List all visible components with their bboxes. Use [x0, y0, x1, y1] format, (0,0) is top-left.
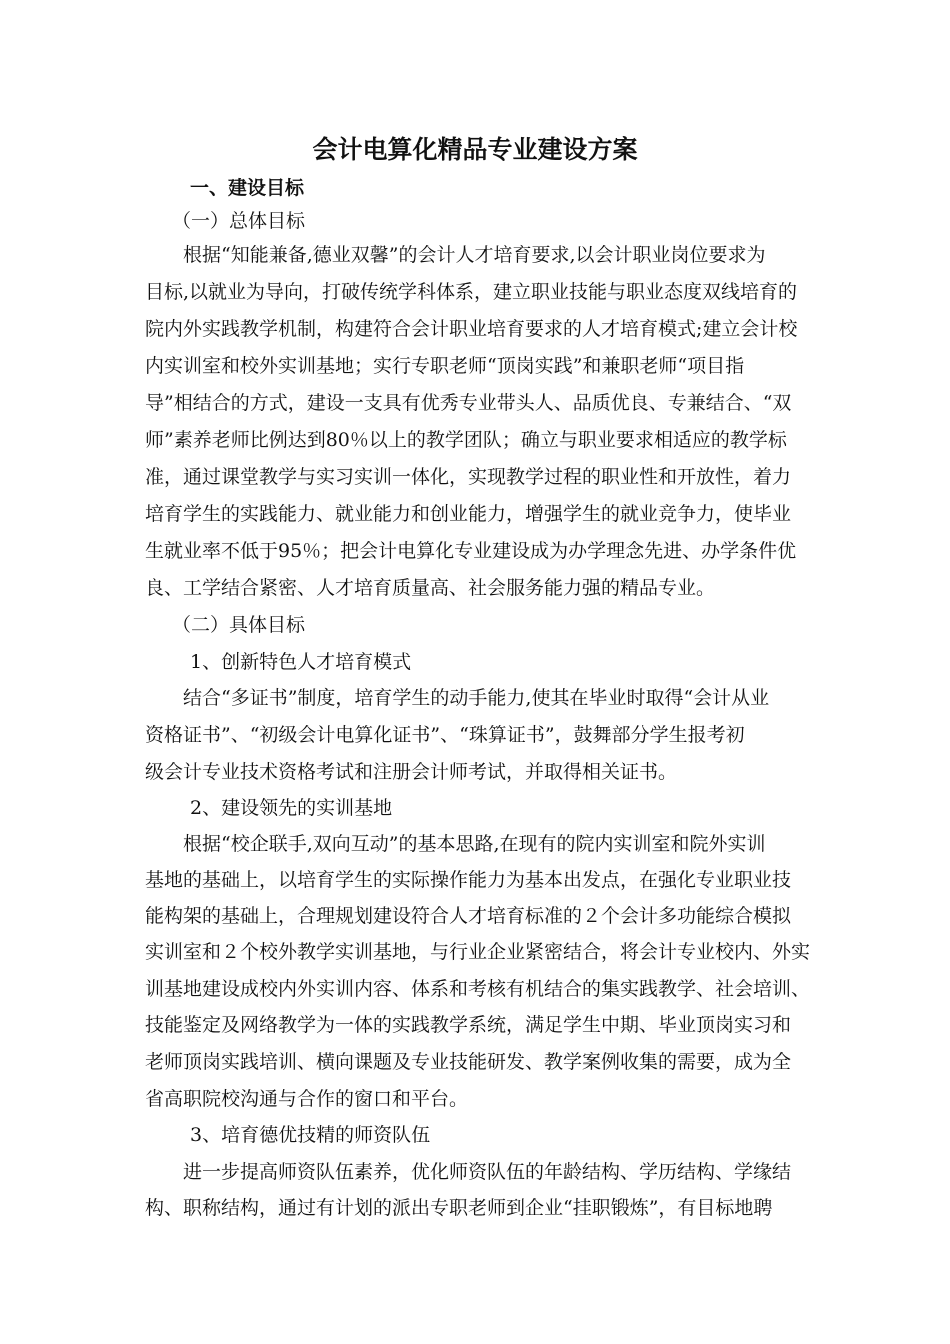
document-title: 会计电算化精品专业建设方案 [312, 135, 638, 164]
paragraph-line: 训基地建设成校内外实训内容、体系和考核有机结合的集实践教学、社会培训、 [145, 978, 811, 1000]
paragraph-line: 技能鉴定及网络教学为一体的实践教学系统，满足学生中期、毕业顶岗实习和 [145, 1014, 792, 1036]
paragraph-line: 能构架的基础上，合理规划建设符合人才培育标准的２个会计多功能综合模拟 [145, 905, 792, 927]
paragraph-line: 进一步提高师资队伍素养，优化师资队伍的年龄结构、学历结构、学缘结 [183, 1161, 792, 1183]
paragraph-line: 根据“知能兼备,德业双馨”的会计人才培育要求,以会计职业岗位要求为 [183, 244, 766, 266]
paragraph-line: 基地的基础上，以培育学生的实际操作能力为基本出发点，在强化专业职业技 [145, 869, 792, 891]
item-heading: 3、培育德优技精的师资队伍 [190, 1124, 431, 1146]
paragraph-line: 培育学生的实践能力、就业能力和创业能力，增强学生的就业竞争力，使毕业 [145, 503, 792, 525]
paragraph-line: 良、工学结合紧密、人才培育质量高、社会服务能力强的精品专业。 [145, 577, 716, 599]
paragraph-line: 院内外实践教学机制，构建符合会计职业培育要求的人才培育模式;建立会计校 [145, 318, 798, 340]
paragraph-line: 师”素养老师比例达到80％以上的教学团队；确立与职业要求相适应的教学标 [145, 429, 787, 451]
paragraph-line: 导”相结合的方式，建设一支具有优秀专业带头人、品质优良、专兼结合、“双 [145, 392, 792, 414]
paragraph-line: 省高职院校沟通与合作的窗口和平台。 [145, 1088, 469, 1110]
paragraph-line: 结合“多证书”制度，培育学生的动手能力,使其在毕业时取得“会计从业 [183, 687, 770, 709]
item-heading: 2、建设领先的实训基地 [190, 797, 393, 819]
paragraph-line: 实训室和２个校外教学实训基地，与行业企业紧密结合，将会计专业校内、外实 [145, 941, 811, 963]
paragraph-line: 根据“校企联手,双向互动”的基本思路,在现有的院内实训室和院外实训 [183, 833, 766, 855]
paragraph-line: 生就业率不低于95％；把会计电算化专业建设成为办学理念先进、办学条件优 [145, 540, 797, 562]
paragraph-line: 内实训室和校外实训基地；实行专职老师“顶岗实践”和兼职老师“项目指 [145, 355, 745, 377]
paragraph-line: 老师顶岗实践培训、横向课题及专业技能研发、教学案例收集的需要，成为全 [145, 1051, 792, 1073]
section-heading: 一、建设目标 [190, 177, 305, 199]
paragraph-line: 资格证书”、“初级会计电算化证书”、“珠算证书”，鼓舞部分学生报考初 [145, 724, 745, 746]
paragraph-line: 级会计专业技术资格考试和注册会计师考试，并取得相关证书。 [145, 761, 678, 783]
paragraph-line: 目标,以就业为导向，打破传统学科体系，建立职业技能与职业态度双线培育的 [145, 281, 798, 303]
subsection-heading: （二）具体目标 [172, 614, 306, 636]
paragraph-line: 准，通过课堂教学与实习实训一体化，实现教学过程的职业性和开放性，着力 [145, 466, 792, 488]
item-heading: 1、创新特色人才培育模式 [190, 651, 412, 673]
subsection-heading: （一）总体目标 [172, 210, 306, 232]
paragraph-line: 构、职称结构，通过有计划的派出专职老师到企业“挂职锻炼”，有目标地聘 [145, 1197, 773, 1219]
